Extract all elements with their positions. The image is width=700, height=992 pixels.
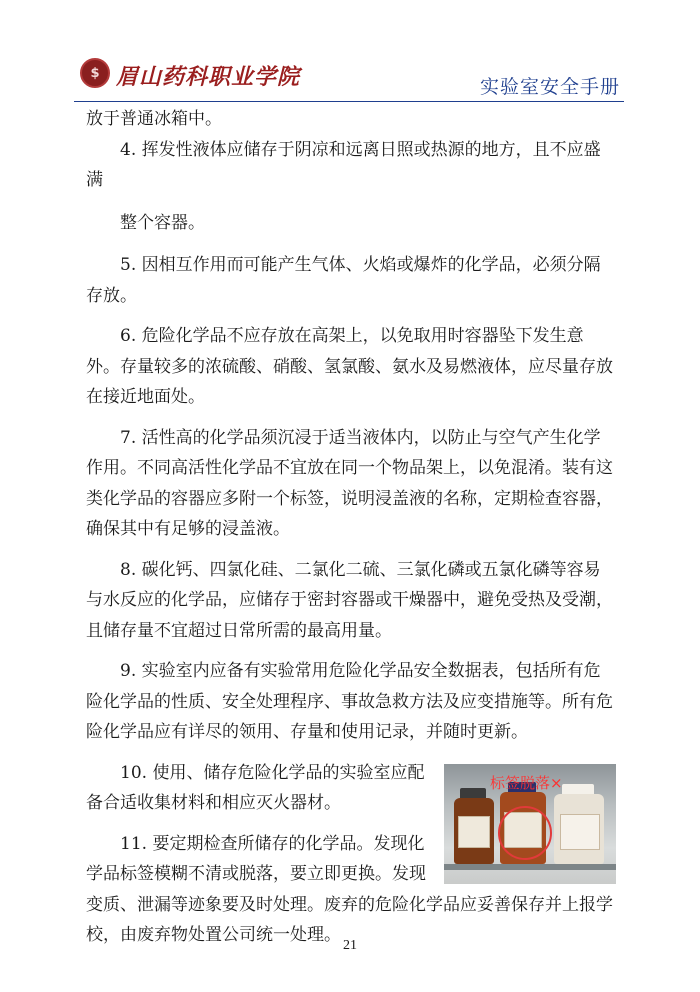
page-header — [74, 52, 624, 102]
paragraph-item-7: 7. 活性高的化学品须沉浸于适当液体内，以防止与空气产生化学作用。不同高活性化学品不宜放在同一个物品架上，以免混淆。装有这类化学品的容器应多附一个标签，说明浸盖液的名称，定期检查容器，确保其中有足够的浸盖液。 — [86, 427, 613, 539]
college-logo-text: 眉山药科职业学院 — [116, 64, 301, 90]
paragraph-continuation: 放于普通冰箱中。 — [86, 109, 222, 129]
handbook-title: 实验室安全手册 — [479, 76, 620, 98]
paragraph-item-5: 5. 因相互作用而可能产生气体、火焰或爆炸的化学品，必须分隔存放。 — [86, 255, 601, 306]
paragraph-item-9: 9. 实验室内应备有实验常用危险化学品安全数据表，包括所有危险化学品的性质、安全处理程序、事故急救方法及应变措施等。所有危险化学品应有详尽的领用、存量和使用记录，并随时更新。 — [86, 661, 613, 742]
page-body — [86, 104, 616, 951]
paragraph-item-8: 8. 碳化钙、四氯化硅、二氯化二硫、三氯化磷或五氯化磷等容易与水反应的化学品，应储存于密封容器或干燥器中，避免受热及受潮，且储存量不宜超过日常所需的最高用量。 — [86, 559, 613, 641]
college-seal-icon: $ — [80, 58, 110, 88]
paragraph-item-11: 11. 要定期检查所储存的化学品。发现化学品标签模糊不清或脱落，要立即更换。发现变质、泄漏等迹象要及时处理。废弃的危险化学品应妥善保存并上报学校，由废弃物处置公司统一处理。 — [86, 833, 613, 945]
header-divider — [74, 101, 624, 102]
paragraph-item-10: 10. 使用、储存危险化学品的实验室应配备合适收集材料和相应灭火器材。 — [86, 762, 425, 813]
fallen-label-photo — [444, 764, 616, 884]
page-number: 21 — [343, 938, 357, 953]
paragraph-item-4: 4. 挥发性液体应储存于阴凉和远离日照或热源的地方，且不应盛满 — [86, 139, 601, 190]
paragraph-item-6: 6. 危险化学品不应存放在高架上，以免取用时容器坠下发生意外。存量较多的浓硫酸、硝酸、氢氯酸、氨水及易燃液体，应尽量存放在接近地面处。 — [86, 326, 613, 407]
highlight-circle — [498, 806, 552, 860]
paragraph-item-4-cont: 整个容器。 — [120, 212, 205, 233]
photo-caption: 标签脱落× — [490, 773, 563, 792]
